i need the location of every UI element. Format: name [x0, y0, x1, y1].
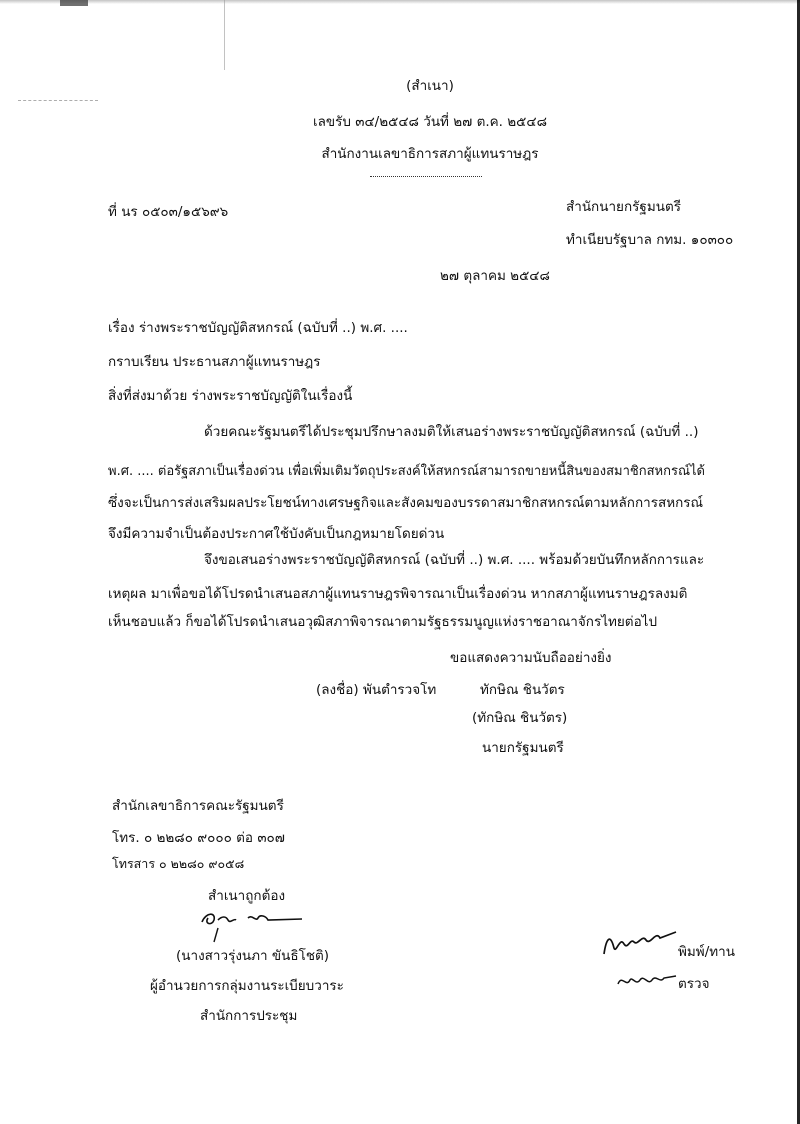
body-p2-line-1: จึงขอเสนอร่างพระราชบัญญัติสหกรณ์ (ฉบับที่ ..) พ.ศ. .... พร้อมด้วยบันทึกหลักการและ	[204, 552, 705, 568]
receiver-office: สำนักงานเลขาธิการสภาผู้แทนราษฎร	[321, 146, 539, 162]
body-p1-line-4: จึงมีความจำเป็นต้องประกาศใช้บังคับเป็นกฎหมายโดยด่วน	[108, 526, 445, 542]
footer-phone: โทร. ๐ ๒๒๘๐ ๙๐๐๐ ต่อ ๓๐๗	[112, 830, 285, 846]
scan-dotted-mark	[18, 100, 98, 103]
footer-office: สำนักเลขาธิการคณะรัฐมนตรี	[112, 798, 284, 814]
header-divider	[370, 176, 482, 177]
body-p1-line-1: ด้วยคณะรัฐมนตรีได้ประชุมปรึกษาลงมติให้เสนอร่างพระราชบัญญัติสหกรณ์ (ฉบับที่ ..)	[204, 424, 699, 440]
certified-copy-label: สำเนาถูกต้อง	[208, 888, 286, 904]
signed-label: (ลงชื่อ) พันตำรวจโท	[316, 682, 437, 698]
receipt-line: เลขรับ ๓๔/๒๕๔๘ วันที่ ๒๗ ต.ค. ๒๕๔๘	[312, 114, 548, 130]
body-p2-line-2: เหตุผล มาเพื่อขอได้โปรดนำเสนอสภาผู้แทนราษฎรพิจารณาเป็นเรื่องด่วน หากสภาผู้แทนราษฎรลงมติ	[108, 586, 688, 602]
closing: ขอแสดงความนับถืออย่างยิ่ง	[450, 650, 612, 666]
copy-mark: (สำเนา)	[406, 78, 454, 94]
signer-name: ทักษิณ ชินวัตร	[480, 682, 565, 698]
certifier-office: สำนักการประชุม	[200, 1008, 298, 1024]
scan-top-edge	[0, 0, 800, 4]
scan-mark	[60, 0, 88, 6]
signer-name-paren: (ทักษิณ ชินวัตร)	[472, 710, 568, 726]
scan-fold-line	[224, 0, 225, 70]
signer-title: นายกรัฐมนตรี	[482, 740, 564, 756]
reference-number: ที่ นร ๐๕๐๓/๑๕๖๙๖	[108, 204, 229, 220]
footer-fax: โทรสาร ๐ ๒๒๘๐ ๙๐๕๘	[112, 856, 245, 871]
body-p2-line-3: เห็นชอบแล้ว ก็ขอได้โปรดนำเสนอวุฒิสภาพิจารณาตามรัฐธรรมนูญแห่งราชอาณาจักรไทยต่อไป	[108, 614, 658, 630]
certifier-name: (นางสาวรุ่งนภา ขันธิโชติ)	[176, 948, 330, 964]
body-p1-line-2: พ.ศ. .... ต่อรัฐสภาเป็นเรื่องด่วน เพื่อเพิ่มเติมวัตถุประสงค์ให้สหกรณ์สามารถขายหนี้สินของสมาชิกสหกรณ์ได้	[108, 464, 705, 479]
body-p1-line-3: ซึ่งจะเป็นการส่งเสริมผลประโยชน์ทางเศรษฐกิจและสังคมของบรรดาสมาชิกสหกรณ์ตามหลักการสหกรณ์	[108, 495, 704, 511]
certifier-signature	[196, 904, 316, 944]
letter-date: ๒๗ ตุลาคม ๒๕๔๘	[440, 268, 550, 284]
sender-office: สำนักนายกรัฐมนตรี	[566, 199, 681, 215]
subject-line: เรื่อง ร่างพระราชบัญญัติสหกรณ์ (ฉบับที่ ..) พ.ศ. ....	[108, 320, 408, 336]
typed-by-label: พิมพ์/ทาน	[678, 944, 735, 960]
typist-initials	[600, 920, 680, 960]
enclosure-line: สิ่งที่ส่งมาด้วย ร่างพระราชบัญญัติในเรื่องนี้	[108, 388, 353, 404]
checker-initials	[614, 966, 684, 992]
sender-address: ทำเนียบรัฐบาล กทม. ๑๐๓๐๐	[566, 232, 734, 248]
salutation: กราบเรียน ประธานสภาผู้แทนราษฎร	[108, 354, 321, 370]
checked-by-label: ตรวจ	[678, 976, 710, 992]
certifier-title: ผู้อำนวยการกลุ่มงานระเบียบวาระ	[150, 978, 344, 994]
